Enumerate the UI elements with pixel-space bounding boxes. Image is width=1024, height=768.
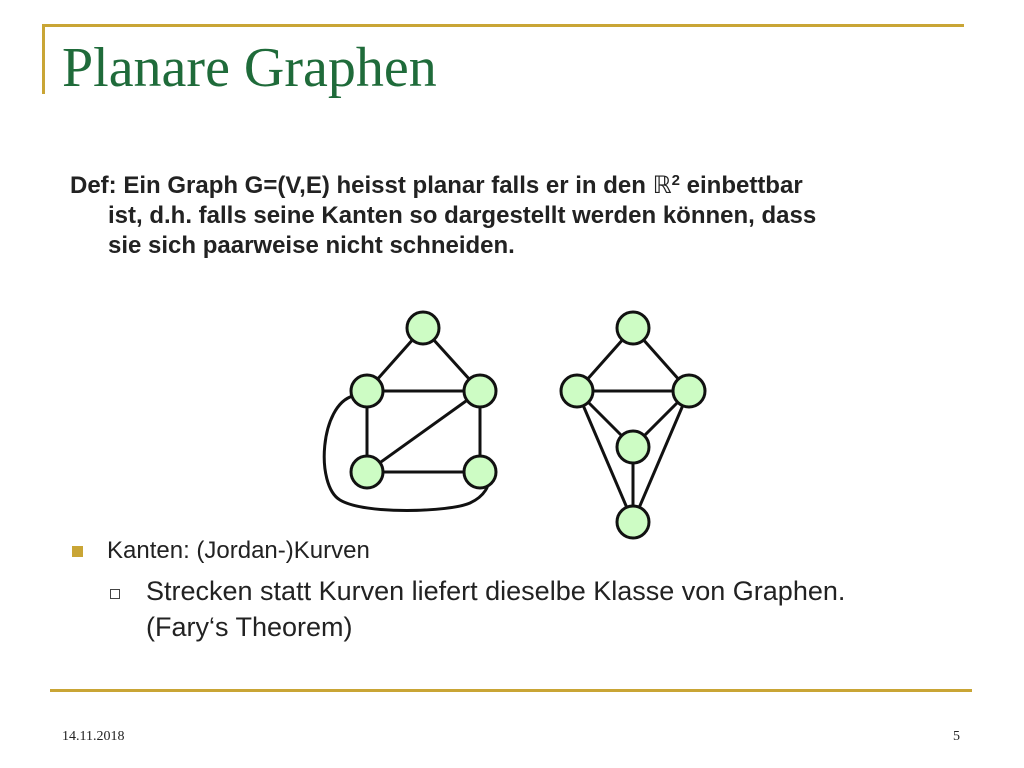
definition-line-1 [70,170,970,201]
graph-figures [300,300,740,550]
graph-node [561,375,593,407]
definition-block [70,170,970,261]
left-accent-rule [42,24,45,94]
square-bullet-icon [72,546,83,557]
real-numbers-symbol: ℝ [652,171,672,199]
bullet-main-text: Kanten: (Jordan-)Kurven [107,537,370,564]
bottom-rule [50,689,972,692]
graph-node [464,375,496,407]
definition-line-2: ist, d.h. falls seine Kanten so dargestellt werden können, dass [108,202,817,229]
graph-node [617,431,649,463]
definition-text-1a: Def: Ein Graph G=(V,E) heisst planar falls er in den [70,172,653,199]
definition-line-3: sie sich paarweise nicht schneiden. [108,232,515,259]
graph-node [407,312,439,344]
graph-node [617,506,649,538]
slide-title: Planare Graphen [62,37,437,99]
top-rule [42,24,964,27]
bullet-sub [110,573,845,646]
graph-left [324,312,496,511]
graph-node [351,456,383,488]
bullet-main [72,537,370,565]
hollow-square-bullet-icon [110,589,120,599]
curved-edge [324,396,488,511]
edge [367,391,480,472]
page-number: 5 [953,729,960,744]
exponent: 2 [671,172,680,189]
footer-date: 14.11.2018 [62,729,125,744]
graph-node [464,456,496,488]
bullet-sub-line-1: Strecken statt Kurven liefert dieselbe Klasse von Graphen. [146,576,846,606]
graph-node [351,375,383,407]
graph-right [561,312,705,538]
bullet-sub-line-2: (Fary‘s Theorem) [146,612,353,643]
graph-node [617,312,649,344]
definition-text-1b: einbettbar [679,172,803,199]
graph-node [673,375,705,407]
